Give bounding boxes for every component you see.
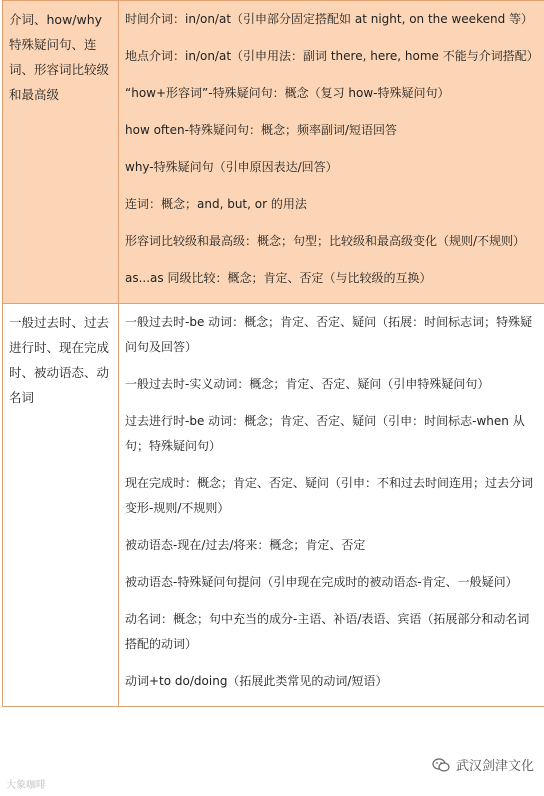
brand-name: 武汉剑津文化 — [455, 759, 534, 774]
detail-item: 现在完成时：概念；肯定、否定、疑问（引申：不和过去时间连用；过去分词变形-规则/不规则） — [125, 476, 534, 515]
detail-item: why-特殊疑问句（引申原因表达/回答） — [125, 160, 338, 174]
topic-text: 介词、how/why 特殊疑问句、连词、形容词比较级和最高级 — [9, 12, 110, 102]
detail-item: 被动语态-特殊疑问句提问（引申现在完成时的被动语态-肯定、一般疑问） — [125, 575, 518, 589]
source-watermark: 大象咖啡 — [6, 780, 46, 791]
detail-item: 动名词：概念；句中充当的成分-主语、补语/表语、宾语（拓展部分和动名词搭配的动词） — [125, 612, 530, 651]
table-row — [3, 1, 544, 304]
table-row — [3, 304, 544, 707]
detail-cell — [119, 1, 544, 304]
grammar-table — [2, 0, 544, 707]
brand-watermark — [432, 755, 534, 774]
topic-text: 一般过去时、过去进行时、现在完成时、被动语态、动名词 — [9, 315, 110, 405]
detail-item: 一般过去时-be 动词：概念；肯定、否定、疑问（拓展：时间标志词；特殊疑问句及回答） — [125, 315, 533, 354]
detail-item: 地点介词：in/on/at（引申用法：副词 there, here, home 不能与介词搭配） — [125, 49, 539, 63]
detail-item: 连词：概念；and, but, or 的用法 — [125, 197, 307, 211]
detail-cell — [119, 304, 544, 707]
detail-item: 形容词比较级和最高级：概念；句型；比较级和最高级变化（规则/不规则） — [125, 234, 526, 248]
topic-cell — [3, 304, 119, 707]
detail-item: 动词+to do/doing（拓展此类常见的动词/短语） — [125, 674, 388, 688]
topic-cell — [3, 1, 119, 304]
detail-item: 一般过去时-实义动词：概念；肯定、否定、疑问（引申特殊疑问句） — [125, 377, 490, 391]
detail-item: 时间介词：in/on/at（引申部分固定搭配如 at night, on the weekend 等） — [125, 12, 534, 26]
detail-item: “how+形容词”-特殊疑问句：概念（复习 how-特殊疑问句） — [125, 86, 450, 100]
detail-item: as...as 同级比较：概念；肯定、否定（与比较级的互换） — [125, 271, 432, 285]
detail-item: 过去进行时-be 动词：概念；肯定、否定、疑问（引申：时间标志-when 从句；特殊疑问句） — [125, 414, 525, 453]
detail-item: how often-特殊疑问句：概念；频率副词/短语回答 — [125, 123, 397, 137]
detail-item: 被动语态-现在/过去/将来：概念；肯定、否定 — [125, 538, 366, 552]
wechat-icon — [432, 758, 450, 772]
